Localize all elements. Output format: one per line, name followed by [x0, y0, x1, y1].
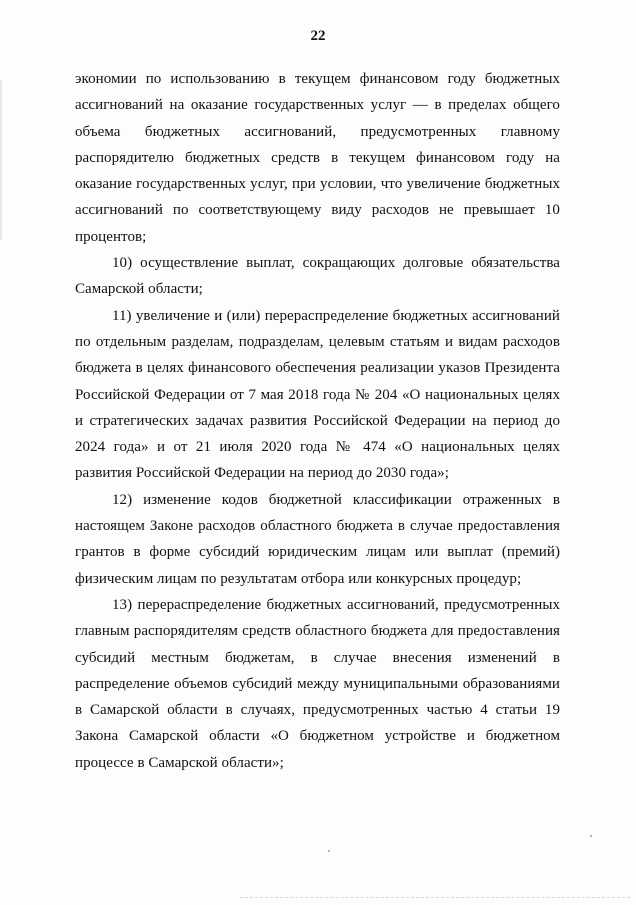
scan-bottom-marks	[240, 897, 630, 902]
paragraph-item-12: 12) изменение кодов бюджетной классификации отраженных в настоящем Законе расходов областного бюджета в случае предоставления грантов в форме субсидий юридическим лицам или выплат (премий) физическим лицам по результатам отбора или конкурсных процедур;	[75, 491, 560, 587]
paragraph-continuation: экономии по использованию в текущем финансовом году бюджетных ассигнований на оказание государственных услуг — в пределах общего объема бюджетных ассигнований, предусмотренных главному распорядителю бюджетных средств в текущем финансовом году на оказание государственных услуг, при условии, что увеличение бюджетных ассигнований по соответствующему виду расходов не превышает 10 процентов;	[75, 71, 560, 245]
paragraph-item-10: 10) осуществление выплат, сокращающих долговые обязательства Самарской области;	[75, 255, 560, 298]
scan-speck	[590, 835, 592, 837]
body-text	[75, 66, 560, 776]
page-number: 22	[310, 28, 326, 44]
scan-speck	[328, 850, 330, 852]
paragraph-item-13: 13) перераспределение бюджетных ассигнований, предусмотренных главным распорядителям средств областного бюджета для предоставления субсидий местным бюджетам, в случае внесения изменений в распределение объемов субсидий между муниципальными образованиями в Самарской области в случаях, предусмотренных частью 4 статьи 19 Закона Самарской области «О бюджетном устройстве и бюджетном процессе в Самарской области»;	[75, 596, 560, 771]
scan-edge-shadow	[0, 80, 2, 240]
paragraph-item-11: 11) увеличение и (или) перераспределение бюджетных ассигнований по отдельным разделам, подразделам, целевым статьям и видам расходов бюджета в целях финансового обеспечения реализации указов Президента Российской Федерации от 7 мая 2018 года № 204 «О национальных целях и стратегических задачах развития Российской Федерации на период до 2024 года» и от 21 июля 2020 года № 474 «О национальных целях развития Российской Федерации на период до 2030 года»;	[75, 307, 560, 482]
